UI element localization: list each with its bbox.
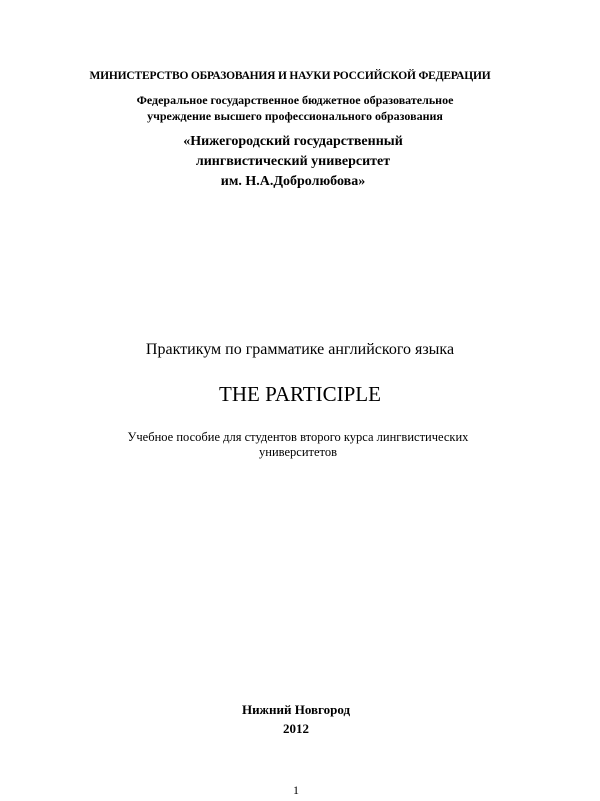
university-name [0, 132, 593, 192]
institution-line-2: учреждение высшего профессионального образования [147, 109, 443, 123]
university-line-3: им. Н.А.Добролюбова» [220, 174, 366, 189]
subtitle-text: Практикум по грамматике английского языка [145, 341, 455, 358]
university-line-1: «Нижегородский государственный [183, 134, 403, 149]
course-subtitle [0, 340, 600, 360]
publication-info [0, 700, 596, 738]
page-title [0, 381, 600, 407]
title-text: THE PARTICIPLE [219, 382, 381, 406]
publication-year: 2012 [283, 721, 309, 736]
ministry-text: МИНИСТЕРСТВО ОБРАЗОВАНИЯ И НАУКИ РОССИЙСКОЙ ФЕДЕРАЦИИ [89, 70, 491, 82]
description-line-2: университетов [259, 445, 337, 459]
description-line-1: Учебное пособие для студентов второго курса лингвистических [127, 430, 469, 444]
publication-city: Нижний Новгород [241, 702, 351, 717]
page-number [0, 782, 596, 798]
institution-line-1: Федеральное государственное бюджетное образовательное [136, 93, 454, 107]
institution-heading [0, 92, 595, 124]
university-line-2: лингвистический университет [195, 154, 391, 169]
page-number-text: 1 [293, 783, 299, 797]
book-description [0, 430, 598, 460]
ministry-heading [0, 70, 590, 82]
